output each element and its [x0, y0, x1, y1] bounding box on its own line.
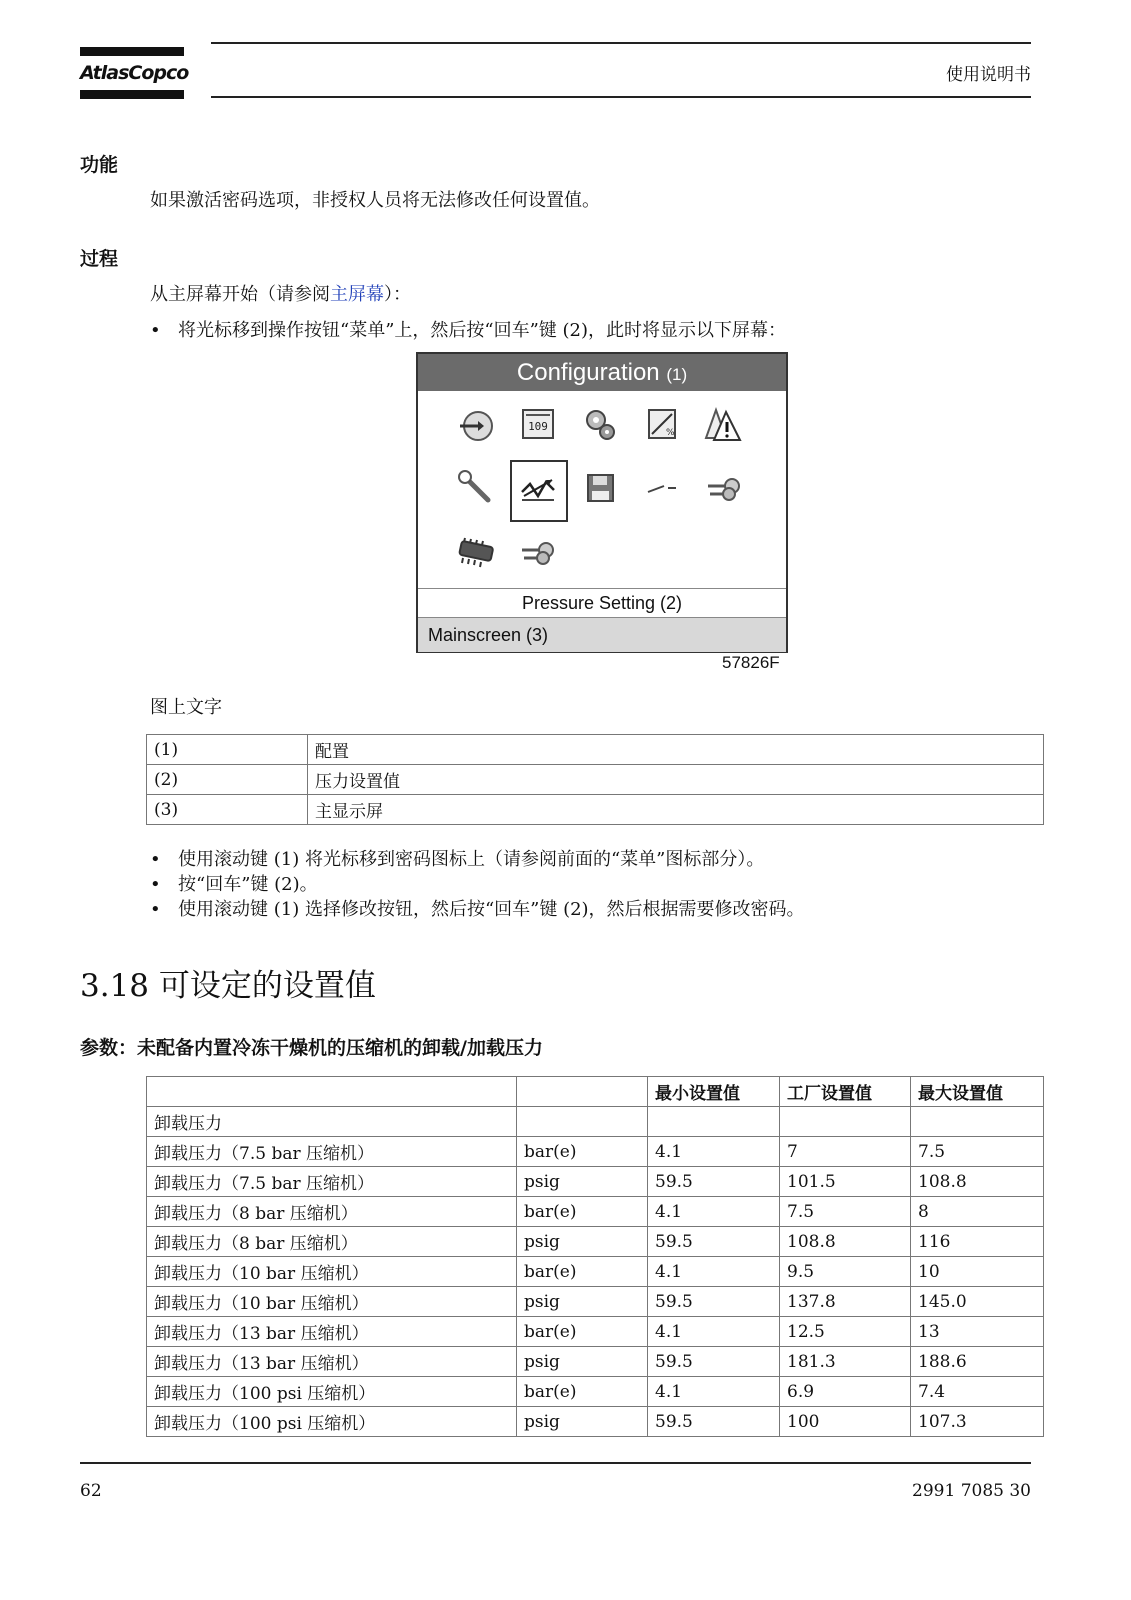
factory-value-cell: 6.9 [780, 1377, 911, 1407]
max-value-cell [911, 1107, 1044, 1137]
factory-value-cell: 108.8 [780, 1227, 911, 1257]
unit-cell: bar(e) [517, 1137, 648, 1167]
min-value-cell: 4.1 [648, 1377, 780, 1407]
parameter-cell: 卸载压力（13 bar 压缩机） [147, 1347, 517, 1377]
table-row [147, 1137, 1044, 1167]
legend-num: (2) [147, 765, 308, 795]
bullet-text: 将光标移到操作按钮“菜单”上，然后按“回车”键 (2)，此时将显示以下屏幕： [178, 320, 787, 341]
min-value-cell: 4.1 [648, 1197, 780, 1227]
svg-text:109: 109 [528, 420, 548, 433]
svg-text:%: % [666, 428, 675, 438]
factory-value-cell: 7 [780, 1137, 911, 1167]
settings-table [146, 1076, 1044, 1437]
parameter-cell: 卸载压力（8 bar 压缩机） [147, 1197, 517, 1227]
parameter-heading: 参数：未配备内置冷冻干燥机的压缩机的卸载/加载压力 [80, 1037, 543, 1059]
col-header [147, 1077, 517, 1107]
table-row [147, 765, 1044, 795]
factory-value-cell: 181.3 [780, 1347, 911, 1377]
warning-icon[interactable] [702, 402, 746, 446]
wrench-icon[interactable] [454, 466, 498, 510]
table-row [147, 1317, 1044, 1347]
unit-cell [517, 1107, 648, 1137]
min-value-cell: 4.1 [648, 1317, 780, 1347]
max-value-cell: 10 [911, 1257, 1044, 1287]
page-number: 62 [80, 1481, 102, 1501]
bullet-marker: • [150, 320, 161, 341]
brand-wordmark: AtlasCopco [80, 62, 189, 84]
table-row [147, 1197, 1044, 1227]
percentage-icon[interactable] [640, 402, 684, 446]
factory-value-cell: 101.5 [780, 1167, 911, 1197]
parameter-cell: 卸载压力（7.5 bar 压缩机） [147, 1167, 517, 1197]
pressure-setting-icon[interactable] [516, 466, 560, 510]
factory-value-cell: 100 [780, 1407, 911, 1437]
step-item [150, 895, 805, 921]
unit-cell: psig [517, 1167, 648, 1197]
table-row [147, 1347, 1044, 1377]
screen-title-bar [418, 354, 786, 391]
function-heading: 功能 [80, 154, 119, 176]
parameter-cell: 卸载压力（8 bar 压缩机） [147, 1227, 517, 1257]
step-text: 按“回车”键 (2)。 [178, 874, 318, 895]
settings-table-body [147, 1107, 1044, 1437]
power-icon[interactable] [454, 402, 498, 446]
parameter-cell: 卸载压力（7.5 bar 压缩机） [147, 1137, 517, 1167]
table-row [147, 1407, 1044, 1437]
col-header [517, 1077, 648, 1107]
header-top-rule [211, 42, 1031, 44]
table-row [147, 1107, 1044, 1137]
table-row [147, 1257, 1044, 1287]
max-value-cell: 145.0 [911, 1287, 1044, 1317]
legend-table [146, 734, 1044, 825]
parameter-cell: 卸载压力（100 psi 压缩机） [147, 1407, 517, 1437]
factory-value-cell [780, 1107, 911, 1137]
max-value-cell: 7.5 [911, 1137, 1044, 1167]
header-bottom-rule [211, 96, 1031, 98]
procedure-bullet [150, 316, 786, 342]
bullet-marker: • [150, 849, 161, 870]
legend-text: 主显示屏 [308, 795, 1044, 825]
max-value-cell: 107.3 [911, 1407, 1044, 1437]
factory-value-cell: 9.5 [780, 1257, 911, 1287]
factory-value-cell: 12.5 [780, 1317, 911, 1347]
min-value-cell: 59.5 [648, 1167, 780, 1197]
parameter-cell: 卸载压力 [147, 1107, 517, 1137]
function-text: 如果激活密码选项，非授权人员将无法修改任何设置值。 [150, 190, 600, 211]
unit-cell: bar(e) [517, 1377, 648, 1407]
parameter-cell: 卸载压力（13 bar 压缩机） [147, 1317, 517, 1347]
atlas-copco-logo [80, 47, 189, 99]
table-row [147, 795, 1044, 825]
unit-cell: bar(e) [517, 1317, 648, 1347]
max-value-cell: 108.8 [911, 1167, 1044, 1197]
unit-cell: bar(e) [517, 1257, 648, 1287]
unit-cell: psig [517, 1227, 648, 1257]
max-value-cell: 7.4 [911, 1377, 1044, 1407]
mainscreen-link[interactable]: 主屏幕 [330, 284, 384, 305]
parameter-cell: 卸载压力（10 bar 压缩机） [147, 1257, 517, 1287]
unit-cell: bar(e) [517, 1197, 648, 1227]
table-row [147, 1287, 1044, 1317]
col-header-factory: 工厂设置值 [780, 1077, 911, 1107]
col-header-max: 最大设置值 [911, 1077, 1044, 1107]
keys-icon[interactable] [702, 466, 746, 510]
factory-value-cell: 137.8 [780, 1287, 911, 1317]
min-value-cell [648, 1107, 780, 1137]
step-item [150, 845, 764, 871]
max-value-cell: 188.6 [911, 1347, 1044, 1377]
bullet-marker: • [150, 899, 161, 920]
max-value-cell: 13 [911, 1317, 1044, 1347]
figure-id: 57826F [722, 653, 780, 672]
controller-screen [416, 352, 788, 653]
min-value-cell: 59.5 [648, 1287, 780, 1317]
legend-num: (1) [147, 735, 308, 765]
step-text: 使用滚动键 (1) 选择修改按钮，然后按“回车”键 (2)，然后根据需要修改密码。 [178, 899, 805, 920]
min-value-cell: 59.5 [648, 1347, 780, 1377]
save-icon[interactable] [578, 466, 622, 510]
mainscreen-label: Mainscreen (3) [428, 625, 549, 645]
table-row [147, 735, 1044, 765]
procedure-intro [150, 280, 411, 306]
mainscreen-button[interactable] [418, 617, 786, 652]
screen-title-num: (1) [666, 365, 688, 384]
section-title: 3.18 可设定的设置值 [80, 968, 376, 1004]
table-header-row [147, 1077, 1044, 1107]
header-title: 使用说明书 [946, 65, 1031, 85]
legend-caption: 图上文字 [150, 697, 222, 718]
display-digits-icon[interactable] [516, 402, 560, 446]
unit-cell: psig [517, 1407, 648, 1437]
intro-text-before: 从主屏幕开始（请参阅 [150, 284, 330, 305]
min-value-cell: 59.5 [648, 1227, 780, 1257]
legend-text: 配置 [308, 735, 1044, 765]
screen-title: Configuration [516, 359, 660, 386]
min-value-cell: 59.5 [648, 1407, 780, 1437]
table-row [147, 1167, 1044, 1197]
min-value-cell: 4.1 [648, 1137, 780, 1167]
keys-icon[interactable] [516, 530, 560, 574]
document-number: 2991 7085 30 [912, 1481, 1031, 1501]
legend-text: 压力设置值 [308, 765, 1044, 795]
factory-value-cell: 7.5 [780, 1197, 911, 1227]
step-text: 使用滚动键 (1) 将光标移到密码图标上（请参阅前面的“菜单”图标部分）。 [178, 849, 765, 870]
footer-rule [80, 1462, 1031, 1464]
col-header-min: 最小设置值 [648, 1077, 780, 1107]
selected-item-label: Pressure Setting (2) [418, 588, 786, 617]
intro-text-after: ）： [384, 284, 411, 305]
bullet-marker: • [150, 874, 161, 895]
gears-icon[interactable] [578, 402, 622, 446]
parameter-cell: 卸载压力（10 bar 压缩机） [147, 1287, 517, 1317]
max-value-cell: 8 [911, 1197, 1044, 1227]
dash-icon[interactable] [640, 466, 684, 510]
min-value-cell: 4.1 [648, 1257, 780, 1287]
procedure-heading: 过程 [80, 248, 119, 270]
max-value-cell: 116 [911, 1227, 1044, 1257]
parameter-cell: 卸载压力（100 psi 压缩机） [147, 1377, 517, 1407]
table-row [147, 1227, 1044, 1257]
unit-cell: psig [517, 1347, 648, 1377]
unit-cell: psig [517, 1287, 648, 1317]
legend-num: (3) [147, 795, 308, 825]
step-item [150, 870, 318, 896]
chip-icon[interactable] [454, 530, 498, 574]
table-row [147, 1377, 1044, 1407]
